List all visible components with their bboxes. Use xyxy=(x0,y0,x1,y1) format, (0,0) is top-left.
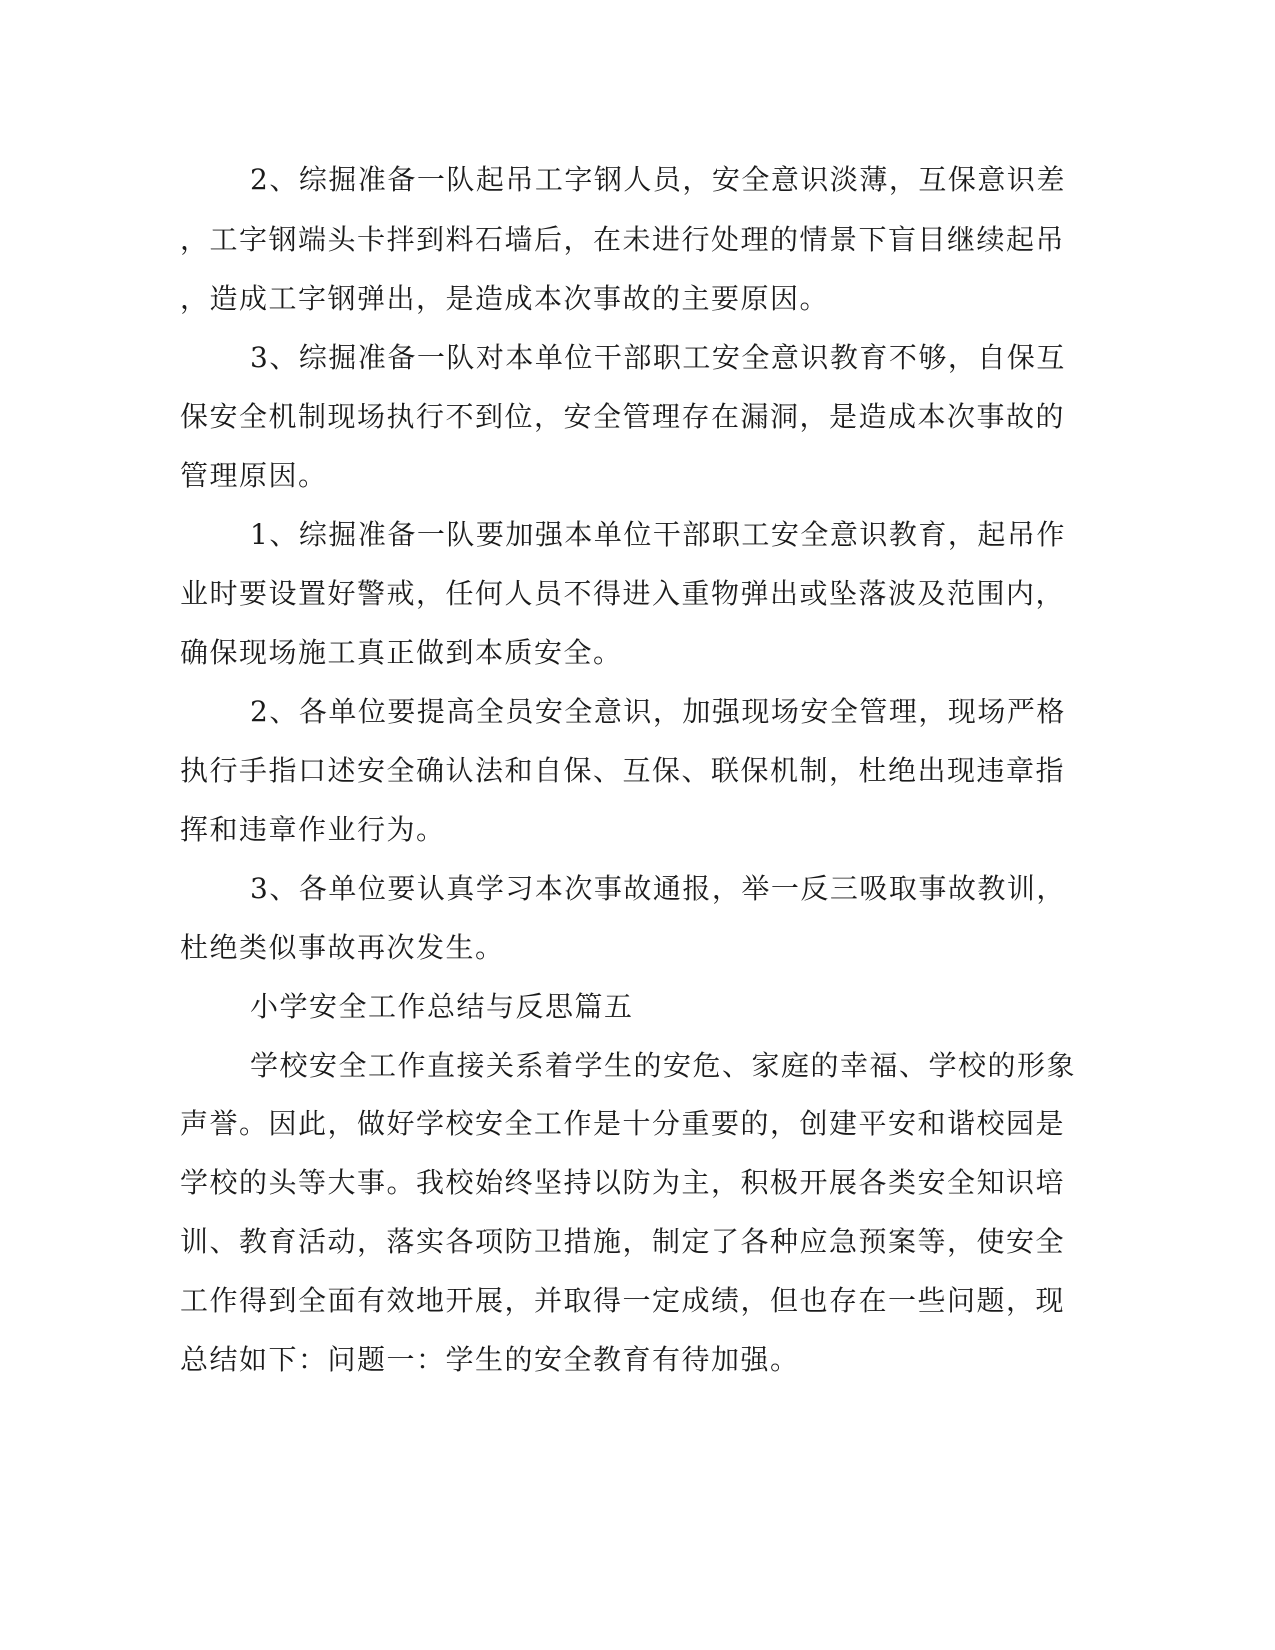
text-line: 挥和违章作业行为。 xyxy=(180,813,446,846)
text-line: 学校的头等大事。我校始终坚持以防为主，积极开展各类安全知识培 xyxy=(180,1166,1066,1199)
text-line: ，造成工字钢弹出，是造成本次事故的主要原因。 xyxy=(180,282,830,315)
text-line: 1、综掘准备一队要加强本单位干部职工安全意识教育，起吊作 xyxy=(250,518,1066,551)
text-line: 3、综掘准备一队对本单位干部职工安全意识教育不够，自保互 xyxy=(250,341,1066,374)
text-line: 训、教育活动，落实各项防卫措施，制定了各种应急预案等，使安全 xyxy=(180,1225,1066,1258)
text-line: 学校安全工作直接关系着学生的安危、家庭的幸福、学校的形象 xyxy=(250,1049,1077,1082)
text-line: 保安全机制现场执行不到位，安全管理存在漏洞，是造成本次事故的 xyxy=(180,400,1066,433)
text-line: 2、综掘准备一队起吊工字钢人员，安全意识淡薄，互保意识差 xyxy=(250,163,1066,196)
text-line: 声誉。因此，做好学校安全工作是十分重要的，创建平安和谐校园是 xyxy=(180,1107,1066,1140)
text-line: 2、各单位要提高全员安全意识，加强现场安全管理，现场严格 xyxy=(250,695,1066,728)
section-heading: 小学安全工作总结与反思篇五 xyxy=(250,990,634,1023)
text-line: ，工字钢端头卡拌到料石墙后，在未进行处理的情景下盲目继续起吊 xyxy=(180,223,1066,256)
text-line: 3、各单位要认真学习本次事故通报，举一反三吸取事故教训， xyxy=(250,872,1066,905)
text-line: 确保现场施工真正做到本质安全。 xyxy=(180,636,623,669)
text-line: 工作得到全面有效地开展，并取得一定成绩，但也存在一些问题，现 xyxy=(180,1284,1066,1317)
text-line: 总结如下：问题一：学生的安全教育有待加强。 xyxy=(180,1343,800,1376)
text-line: 管理原因。 xyxy=(180,459,328,492)
text-line: 执行手指口述安全确认法和自保、互保、联保机制，杜绝出现违章指 xyxy=(180,754,1066,787)
text-line: 杜绝类似事故再次发生。 xyxy=(180,931,505,964)
text-line: 业时要设置好警戒，任何人员不得进入重物弹出或坠落波及范围内， xyxy=(180,577,1066,610)
